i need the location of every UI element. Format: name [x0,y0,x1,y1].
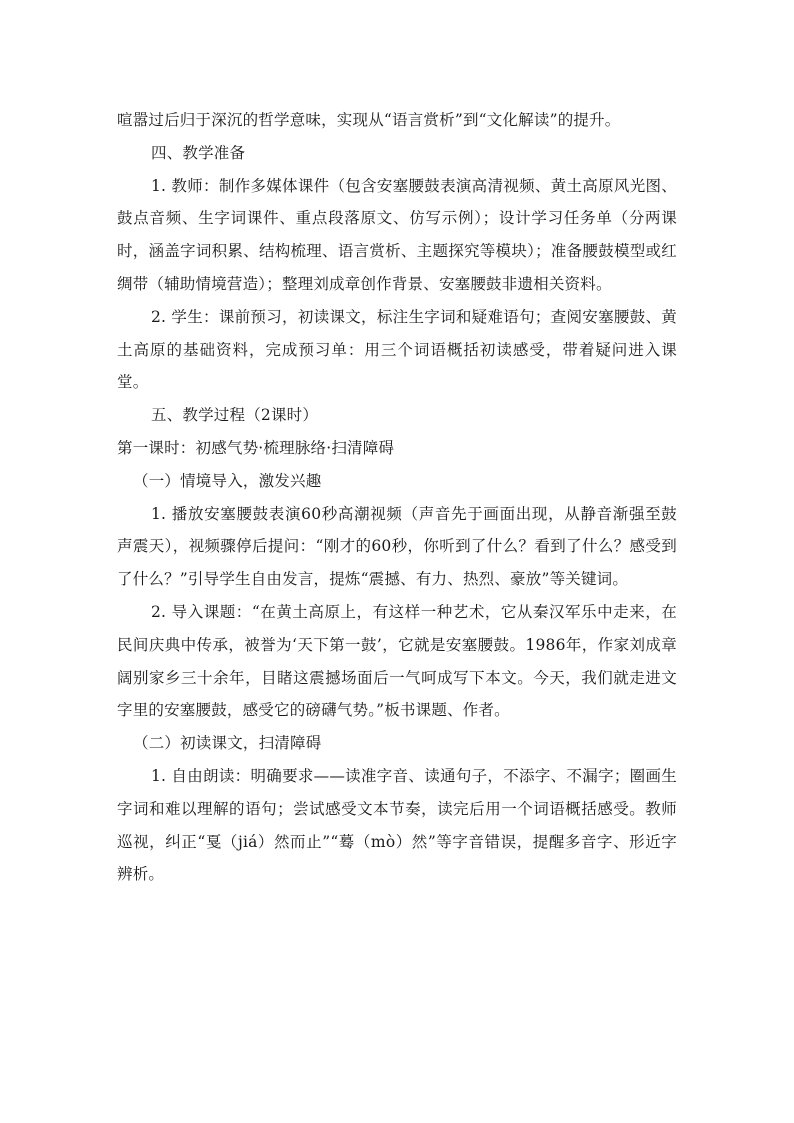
paragraph-continuation: 喧嚣过后归于深沉的哲学意味，实现从“语言赏析”到“文化解读”的提升。 [117,111,621,129]
paragraph-student-preparation: 2. 学生：课前预习，初读课文，标注生字词和疑难语句；查阅安塞腰鼓、黄土高原的基础资料，完成预习单：用三个词语概括初读感受，带着疑问进入课堂。 [117,307,677,392]
paragraph-topic-introduction: 2. 导入课题：“在黄土高原上，有这样一种艺术，它从秦汉军乐中走来，在民间庆典中传承，被誉为‘天下第一鼓’，它就是安塞腰鼓。1986年，作家刘成章阔别家乡三十余年，目睹这震撼场面后一气呵成写下本文。今天，我们就走进文字里的安塞腰鼓，感受它的磅礴气势。”板书课题、作者。 [117,602,677,720]
subsection-heading-first-reading: （二）初读课文，扫清障碍 [133,734,322,753]
lesson-heading-first-period: 第一课时：初感气势·梳理脉络·扫清障碍 [117,438,395,457]
subsection-heading-introduction: （一）情境导入，激发兴趣 [133,471,322,490]
paragraph-teacher-preparation: 1. 教师：制作多媒体课件（包含安塞腰鼓表演高清视频、黄土高原风光图、鼓点音频、生字词课件、重点段落原文、仿写示例）；设计学习任务单（分两课时，涵盖字词积累、结构梳理、语言赏析、主题探究等模块）；准备腰鼓模型或红绸带（辅助情境营造）；整理刘成章创作背景、安塞腰鼓非遗相关资料。 [117,176,677,293]
section-heading-teaching-process: 五、教学过程（2课时） [151,406,319,425]
paragraph-video-introduction: 1. 播放安塞腰鼓表演60秒高潮视频（声音先于画面出现，从静音渐强至鼓声震天），视频骤停后提问：“刚才的60秒，你听到了什么？看到了什么？感受到了什么？”引导学生自由发言，提炼“震撼、有力、热烈、豪放”等关键词。 [117,504,677,589]
paragraph-free-reading: 1. 自由朗读：明确要求——读准字音、读通句子，不添字、不漏字；圈画生字词和难以理解的语句；尝试感受文本节奏，读完后用一个词语概括感受。教师巡视，纠正“戛（jiá）然而止”“蓦（mò）然”等字音错误，提醒多音字、形近字辨析。 [117,766,677,884]
document-body [117,104,677,891]
section-heading-teaching-preparation: 四、教学准备 [151,143,246,162]
